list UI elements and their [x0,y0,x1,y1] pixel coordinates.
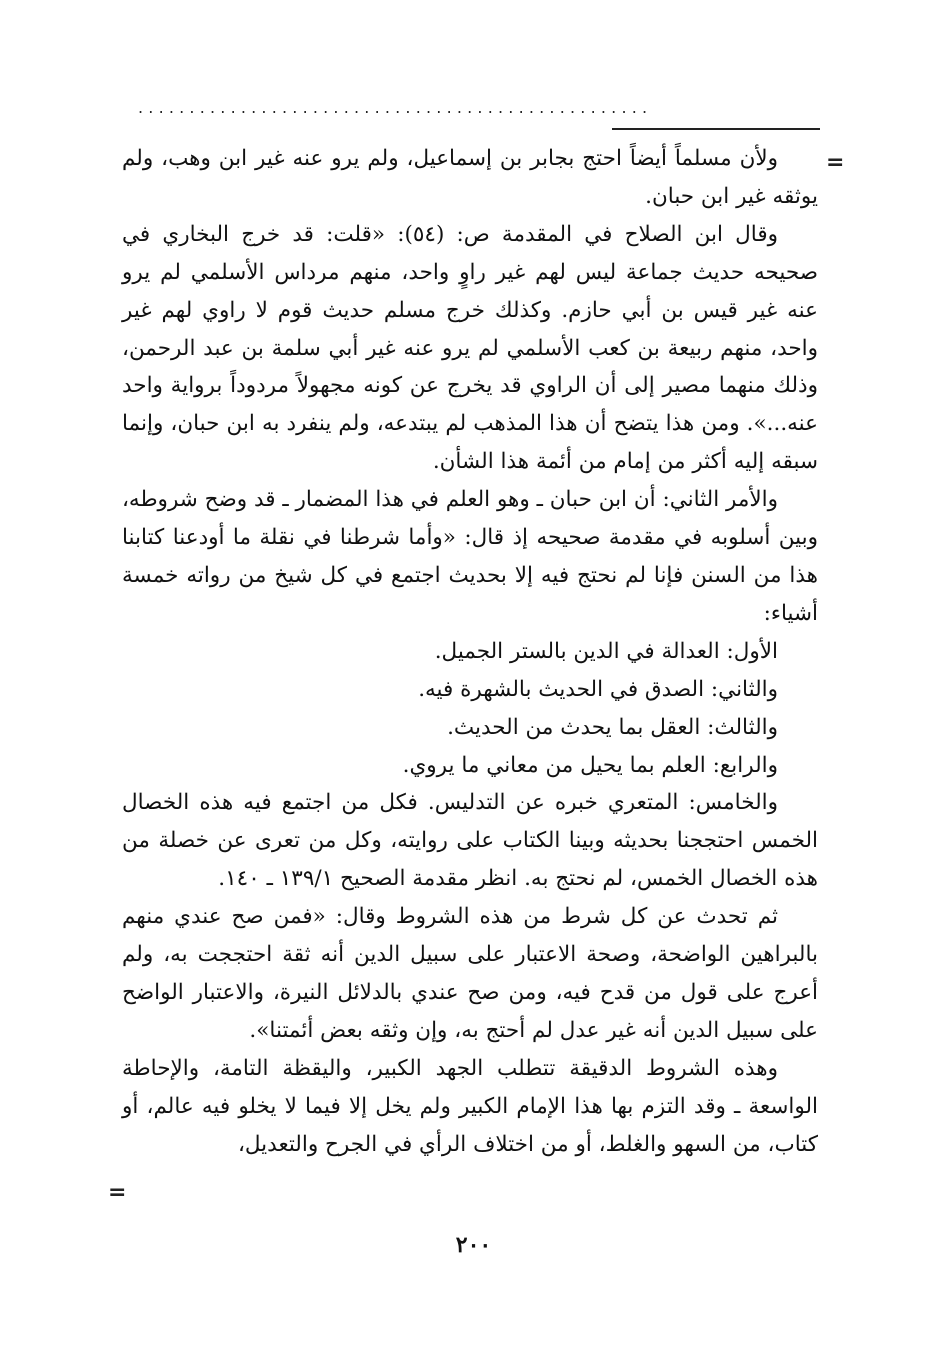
paragraph-6: وهذه الشروط الدقيقة تتطلب الجهد الكبير، واليقظة التامة، والإحاطة الواسعة ـ وقد التزم بها هذا الإمام الكبير ولم يخل إلا فيما لا يخلو فيه عالم، أو كتاب، من السهو والغلط، أو من اختلاف الرأي في الجرح والتعديل، [122,1055,818,1157]
footnote-separator-dots: .................................................. [138,98,653,117]
paragraph-2: وقال ابن الصلاح في المقدمة ص: (٥٤): «قلت: قد خرج البخاري في صحيحه حديث جماعة ليس لهم غير راوٍ واحد، منهم مرداس الأسلمي لم يرو عنه غير قيس بن أبي حازم. وكذلك خرج مسلم حديث قوم لا راوي لهم غير واحد، منهم ربيعة بن كعب الأسلمي لم يرو عنه غير أبي سلمة بن عبد الرحمن، وذلك منهما مصير إلى أن الراوي قد يخرج عن كونه مجهولاً مردوداً برواية واحد عنه...». ومن هذا يتضح أن هذا المذهب لم يبتدعه، ولم ينفرد به ابن حبان، وإنما سبقه إليه أكثر من إمام من أئمة هذا الشأن. [122,221,818,475]
condition-item-3: والثالث: العقل بما يحدث من الحديث. [447,714,778,740]
paragraph-1: ولأن مسلماً أيضاً احتج بجابر بن إسماعيل، ولم يرو عنه غير ابن وهب، ولم يوثقه غير ابن حبان. [122,146,818,209]
paragraph-4: والخامس: المتعري خبره عن التدليس. فكل من اجتمع فيه هذه الخصال الخمس احتججنا بحديثه وبينا الكتاب على روايته، وكل من تعرى عن خصلة من هذه الخصال الخمس، لم نحتج به. انظر مقدمة الصحيح ١٣٩/١ ـ ١٤٠. [122,790,818,892]
continuation-mark-bottom: = [108,1180,127,1205]
paragraph-3: والأمر الثاني: أن ابن حبان ـ وهو العلم في هذا المضمار ـ قد وضح شروطه، وبين أسلوبه في مقدمة صحيحه إذ قال: «وأما شرطنا في نقلة ما أودعنا كتابنا هذا من السنن فإنا لم نحتج فيه إلا بحديث اجتمع في كل شيخ من رواته خمسة أشياء: [121,487,818,626]
footnote-text [122,140,818,1163]
condition-item-4: والرابع: العلم بما يحيل من معاني ما يروي. [402,752,778,778]
condition-item-1: الأول: العدالة في الدين بالستر الجميل. [434,638,778,664]
footnote-rule [612,128,820,130]
page-number: ٢٠٠ [455,1232,492,1258]
condition-item-2: والثاني: الصدق في الحديث بالشهرة فيه. [418,676,778,702]
paragraph-5: ثم تحدث عن كل شرط من هذه الشروط وقال: «فمن صح عندي منهم بالبراهين الواضحة، وصحة الاعتبار على سبيل الدين أنه ثقة احتججت به، ولم أعرج على قول من قدح فيه، ومن صح عندي بالدلائل النيرة، والاعتبار الواضح على سبيل الدين أنه غير عدل لم أحتج به، وإن وثقه بعض أئمتنا». [122,904,818,1043]
continuation-mark-top: = [826,150,845,175]
